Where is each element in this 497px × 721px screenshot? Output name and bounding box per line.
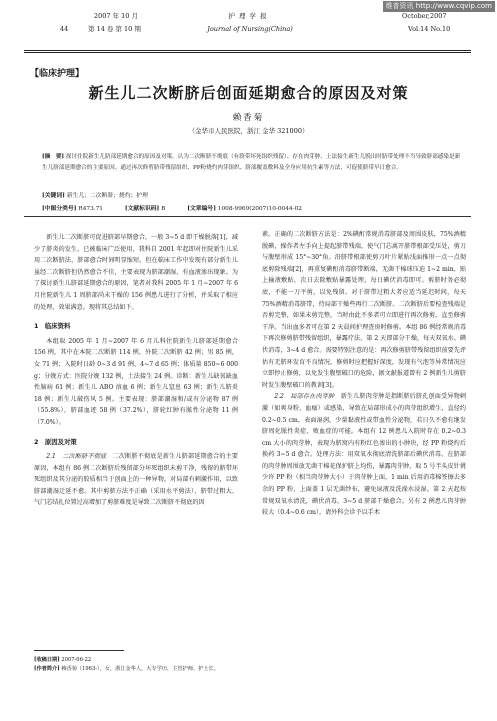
header-rule-thin <box>24 52 471 53</box>
clc-value: R473.71 <box>78 206 103 212</box>
received-date: 2007-06-22 <box>61 657 92 663</box>
cutting-method-paragraph: 素。正确的二次断脐方法是：2%碘酊常规消毒脐部及周围皮肤，75%酒精脱碘，操作者左手向上提起脐带残端，使气门芯离开脐带根部受压处，剪刀与腹壁形成 15°~30°角。沿脐带根部使剪刀叶片紧贴浅面推形一点一点彻底剪除残端[2]，再重复碘酊消毒脐带断端，无菌干棉球压迫 1~2 min，贴上输液敷贴，次日去除敷贴暴露处理，每日碘伏消毒即可。剪脐时务必彻底，不能一刀平剪，以免残留。对于脐带过粗大者应适当延迟时间，每天 75%酒精消毒脐带，待局部干燥些再行二次断脐。二次断脐后要检查残端是否剪完整，如果未剪完整，当时由此不多者可立即进行再次修剪，直至修剪干净。当出血多者可在第 2 天晨间护理查房时修剪。本组 86 例经常规消毒下再次修剪脐带残留组织，暴露疗法，第 2 天即部分干燥，每天双氧水、碘伏消毒，3~4 d 愈合。需要特别注意的是：再次修剪脐带残留组织前要先评估有无脐环发育不良情况，修剪时应把握好深度，发现有气泡等异常情况应立即停止修剪，以免发生腹壁破口的危险，据文献报道曾有 2 例新生儿剪脐时发生腹壁破口的教训[3]。 <box>262 231 466 389</box>
header-journal-en: Journal of Nursing(China) <box>207 25 293 33</box>
granuloma-paragraph: 新生儿脐肉芽肿是指断脐后脐孔创面受异物刺激（如爽身粉、血痂）或感染，导致在局部形成小的肉芽组织增生，直径约 0.2~0.5 cm，表面湿润，少量黏液性或带血性分泌物，若日久不愈有继发脐周化脓性炎症、败血症的可能。本组有 12 例患儿入院时存在 0.2~0.3 cm 大小的肉芽肿，表现为脐窝内有粉红色渗出的小肿块，经 PP 粉烧灼后换药 3~5 d 愈合。处理方法：用双氧水彻底清洗脐部后碘伏消毒，在脐部的肉芽肿周围放无菌干棉花保护脐上均伤，暴露肉芽肿，取 5 号半头皮针挑少许 PP 粉（相当肉芽肿大小）于肉芽肿上面，1 min 后用消毒棉签擦去多余的 PP 粉，上面盖 1 层无菌纱布，避免尿液及洗澡水浸湿。第 2 天起按常规双氧水清洗，碘伏消毒，3~5 d 脐部干燥愈合。另有 2 例患儿肉芽肿较大（0.4~0.6 cm），请外科会诊予以手术 <box>262 393 467 517</box>
author-bio: 赖香菊（1963-），女，浙江金华人，大专学历，主管护师，护士长。 <box>61 666 219 672</box>
doc-code-value: B <box>161 206 166 212</box>
header-date-en: October,2007 <box>402 12 447 20</box>
footnote-rule <box>34 650 124 651</box>
author-bio-label: [作者简介] <box>34 666 60 672</box>
header-volume-en: Vol.14 No.10 <box>408 25 451 33</box>
body-separator <box>24 216 471 217</box>
author-name: 赖香菊 <box>232 113 265 123</box>
header-date-cn: 2007 年 10 月 <box>94 12 139 20</box>
header-journal-cn: 护 理 学 报 <box>228 12 268 20</box>
clinical-data-paragraph: 本组取 2005 年 1 月~2007 年 6 月儿科住院新生儿脐部延期愈合 156 例，其中在本院二次断脐 114 例，外院二次断脐 42 例；男 85 例，女 71 例；入院时日龄 0~3 d 91 例，4~7 d 65 例；体质量 850~6 000 g；分娩方式：医院分娩 132 例，土法接生 24 例。诊断：新生儿缺氧缺血性脑病 61 例；新生儿 ABO 溶血 6 例；新生儿窒息 63 例；新生儿脐炎 18 例；新生儿破伤风 5 例。主要表现：脐部潮湿和/或有分泌物 87 例（55.8%），脐部血迹 58 例（37.2%），脐轮红肿有脓性分泌物 11 例（7.0%）。 <box>34 337 238 426</box>
subheading-incomplete-cutting: 2.1 二次断脐不彻底 <box>46 453 107 461</box>
body-column-left <box>34 232 238 509</box>
doc-code-label: [文献标识码] <box>124 206 160 212</box>
article-id-label: [文章编号] <box>187 206 216 212</box>
header-rule <box>24 50 471 51</box>
keywords-text: 新生儿；二次断脐；烧灼；护理 <box>66 193 148 199</box>
article-id-value: 1008-9969(2007)10-0044-02 <box>217 206 302 212</box>
header-page-number: 44 <box>60 25 69 33</box>
section-tag: 【临床护理】 <box>30 69 85 79</box>
abstract-text: 探讨住院新生儿脐部延期愈合的原因及对策。认为二次断脐不彻底（有脐带坏死组织残留）、存在肉芽肿、土法接生新生儿脱出时脐带处理不当导致脐部感染是新生儿脐部延期愈合的主要原因。通过再次修剪脐带残留组织、PP粉烧灼肉芽组织、脐部覆盖敷料及全身应用抗生素等方法，可促使脐带早日愈合。 <box>42 154 461 171</box>
abstract-label: [摘 要] <box>42 154 65 160</box>
heading-clinical-data: 1 临床资料 <box>34 322 71 331</box>
keywords <box>42 190 148 199</box>
heading-causes-and-measures: 2 原因及对策 <box>34 437 77 446</box>
header-volume-cn: 第 14 卷 第 10 期 <box>88 25 141 33</box>
abstract <box>42 152 462 173</box>
keywords-label: [关键词] <box>42 193 65 199</box>
author-affiliation: （金华市人民医院，浙江 金华 321000） <box>188 127 309 135</box>
article-title: 新生儿二次断脐后创面延期愈合的原因及对策 <box>88 84 409 102</box>
intro-paragraph: 新生儿二次断脐可促进脐部早期愈合，一般 3~5 d 即干燥脱落[1]，减少了脐炎的发生，已被临床广泛使用，我科自 2001 年起即对住院新生儿采用二次断脐法，脐部愈合时间明显缩短。但在临床工作中发现有部分新生儿虽经二次断脐但仍然愈合不佳，主要表现为脐部潮湿、有血液渗出现象。为了探讨新生儿脐部延期愈合的原因，笔者对我科 2005 年 1 月~2007 年 6 月住院新生儿 1 周脐部尚未干燥的 156 例患儿进行了分析，并采取了相应的处理，效果满意。现将其总结如下。 <box>34 234 238 311</box>
subheading-granuloma: 2.2 局部存在肉芽肿 <box>274 393 335 401</box>
classification-line <box>42 203 322 212</box>
incomplete-cutting-paragraph: 二次断脐不彻底是新生儿脐部延期愈合的主要原因，本组有 86 例二次断脐后残留部分坏死组织未剪干净，残留的脐带坏死组织及其分泌的胶质相当于创面上的一种异物。对局部有刺激作用，以致脐部潮湿迁延不愈。其中剪脐方法不正确（采用水平剪法），脐带过粗大、气门芯结扎位置过高增加了剪脐难度是导致二次断脐不彻底的因 <box>34 453 239 507</box>
footnotes <box>34 656 244 674</box>
watermark-badge: 维普资讯 http://www.cqvip.com <box>383 1 495 12</box>
clc-label: [中图分类号] <box>42 206 77 212</box>
received-label: [收稿日期] <box>34 657 60 663</box>
body-column-right <box>262 229 466 519</box>
